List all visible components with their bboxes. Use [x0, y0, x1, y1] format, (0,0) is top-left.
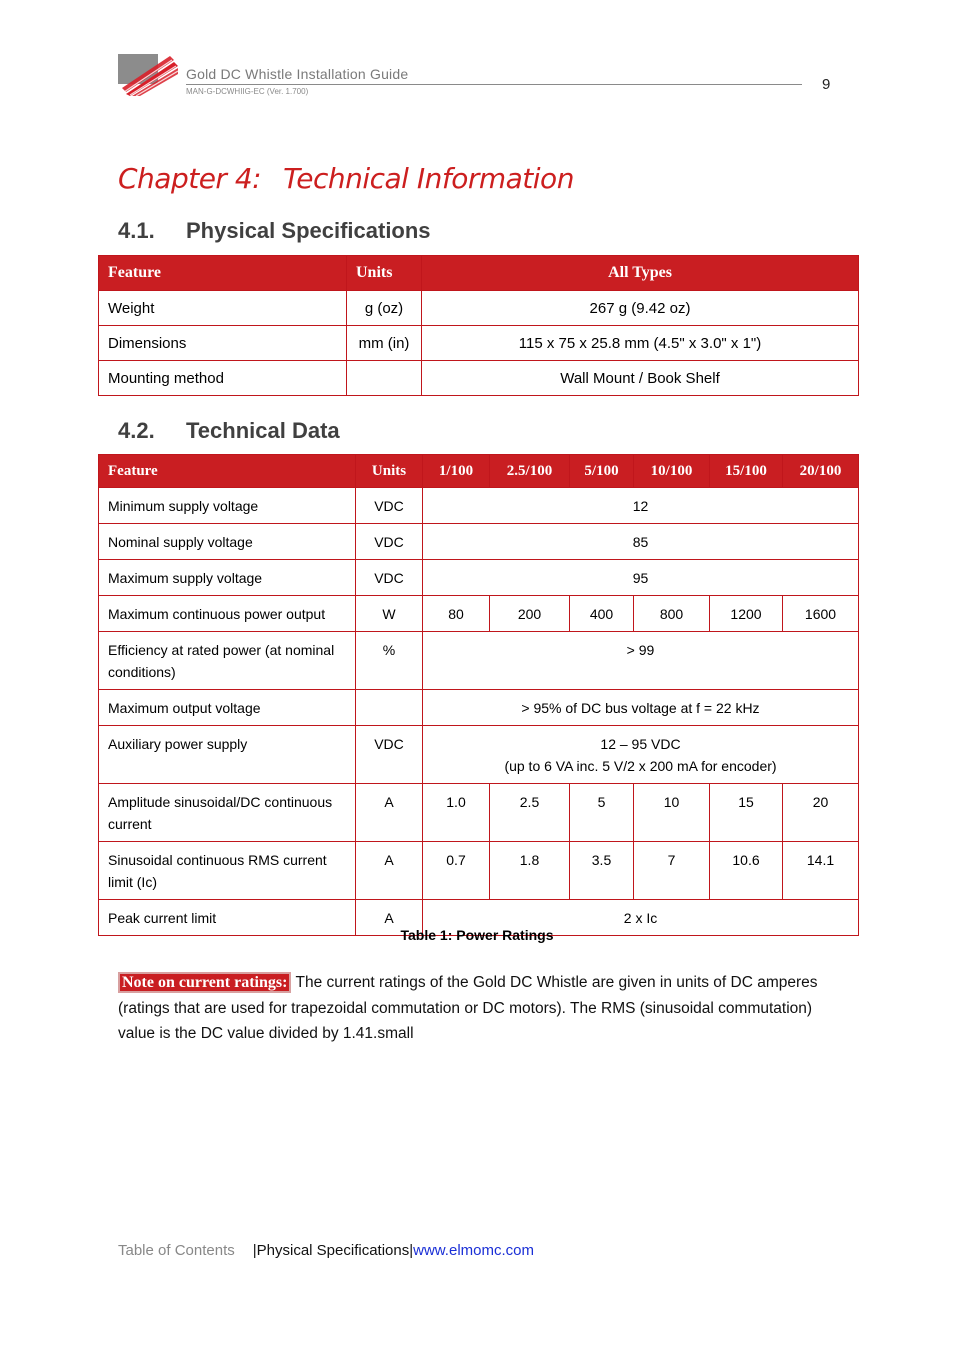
- feature-cell: Maximum supply voltage: [99, 560, 356, 596]
- table-row: [99, 784, 859, 842]
- units-cell: [347, 361, 422, 396]
- value-cell: 0.7: [423, 842, 490, 900]
- footer-separator: |: [409, 1242, 414, 1259]
- feature-cell: Sinusoidal continuous RMS current limit (Ic): [99, 842, 356, 900]
- units-cell: A: [356, 900, 423, 936]
- section-title: Technical Data: [186, 418, 340, 443]
- feature-cell: Mounting method: [99, 361, 347, 396]
- table-row: [99, 361, 859, 396]
- section-heading-physical: [118, 218, 431, 244]
- column-header: 10/100: [634, 455, 710, 488]
- chapter-title: Technical Information: [283, 162, 574, 195]
- value-cell: > 95% of DC bus voltage at f = 22 kHz: [423, 690, 859, 726]
- table-row: [99, 726, 859, 784]
- units-cell: VDC: [356, 560, 423, 596]
- units-cell: VDC: [356, 524, 423, 560]
- section-title: Physical Specifications: [186, 218, 431, 243]
- column-header: Units: [356, 455, 423, 488]
- value-cell: [423, 726, 859, 784]
- section-number: 4.2.: [118, 418, 155, 443]
- table-caption: Table 1: Power Ratings: [400, 927, 554, 943]
- note-paragraph: [118, 970, 818, 1047]
- column-header: 5/100: [570, 455, 634, 488]
- chapter-heading: [118, 162, 574, 195]
- units-cell: VDC: [356, 726, 423, 784]
- column-header: Units: [347, 256, 422, 291]
- units-cell: A: [356, 842, 423, 900]
- feature-cell: Nominal supply voltage: [99, 524, 356, 560]
- section-heading-technical: [118, 418, 340, 444]
- footer-separator: |: [252, 1242, 257, 1259]
- table-header-row: [99, 455, 859, 488]
- value-cell: 10.6: [710, 842, 783, 900]
- value-cell: 800: [634, 596, 710, 632]
- footer-website-link[interactable]: www.elmomc.com: [413, 1242, 534, 1259]
- value-cell: 3.5: [570, 842, 634, 900]
- feature-cell: Amplitude sinusoidal/DC continuous current: [99, 784, 356, 842]
- units-cell: A: [356, 784, 423, 842]
- page-number: 9: [822, 76, 831, 93]
- table-row: [99, 524, 859, 560]
- table-header-row: [99, 256, 859, 291]
- value-cell: 5: [570, 784, 634, 842]
- units-cell: VDC: [356, 488, 423, 524]
- value-cell: 400: [570, 596, 634, 632]
- document-title: Gold DC Whistle Installation Guide: [186, 66, 409, 82]
- units-cell: [356, 690, 423, 726]
- feature-cell: Efficiency at rated power (at nominal conditions): [99, 632, 356, 690]
- value-cell: 1.0: [423, 784, 490, 842]
- units-cell: %: [356, 632, 423, 690]
- feature-cell: Maximum continuous power output: [99, 596, 356, 632]
- table-row: [99, 842, 859, 900]
- table-row: [99, 596, 859, 632]
- value-cell: 10: [634, 784, 710, 842]
- feature-cell: Maximum output voltage: [99, 690, 356, 726]
- value-cell: 1200: [710, 596, 783, 632]
- value-cell: 2.5: [490, 784, 570, 842]
- column-header: Feature: [99, 455, 356, 488]
- note-text: The current ratings of the Gold DC Whistle are given in units of DC amperes (ratings that are used for trapezoidal commutation or DC motors). The RMS (sinusoidal commutation) value is the DC value divided by 1.41.small: [118, 974, 818, 1042]
- column-header: All Types: [422, 256, 859, 291]
- page-footer: [118, 1242, 534, 1259]
- value-cell: 7: [634, 842, 710, 900]
- units-cell: W: [356, 596, 423, 632]
- value-cell: Wall Mount / Book Shelf: [422, 361, 859, 396]
- value-cell: > 99: [423, 632, 859, 690]
- value-cell: 1.8: [490, 842, 570, 900]
- physical-specifications-table: [98, 255, 859, 396]
- note-label: Note on current ratings:: [118, 972, 291, 993]
- value-cell: 267 g (9.42 oz): [422, 291, 859, 326]
- feature-cell: Dimensions: [99, 326, 347, 361]
- value-cell: 115 x 75 x 25.8 mm (4.5" x 3.0" x 1"): [422, 326, 859, 361]
- value-cell: 15: [710, 784, 783, 842]
- value-line: 12 – 95 VDC: [600, 736, 681, 752]
- footer-current-section: Physical Specifications: [256, 1242, 410, 1259]
- column-header: 2.5/100: [490, 455, 570, 488]
- table-row: [99, 488, 859, 524]
- column-header: Feature: [99, 256, 347, 291]
- feature-cell: Minimum supply voltage: [99, 488, 356, 524]
- value-cell: 1600: [783, 596, 859, 632]
- value-cell: 14.1: [783, 842, 859, 900]
- value-cell: 85: [423, 524, 859, 560]
- value-cell: 200: [490, 596, 570, 632]
- value-cell: 95: [423, 560, 859, 596]
- chapter-number: Chapter 4:: [118, 162, 262, 195]
- value-cell: 80: [423, 596, 490, 632]
- table-row: [99, 632, 859, 690]
- column-header: 20/100: [783, 455, 859, 488]
- units-cell: mm (in): [347, 326, 422, 361]
- value-cell: 12: [423, 488, 859, 524]
- table-row: [99, 560, 859, 596]
- feature-cell: Peak current limit: [99, 900, 356, 936]
- table-row: [99, 690, 859, 726]
- table-row: [99, 326, 859, 361]
- feature-cell: Auxiliary power supply: [99, 726, 356, 784]
- section-number: 4.1.: [118, 218, 155, 243]
- units-cell: g (oz): [347, 291, 422, 326]
- technical-data-table: [98, 454, 859, 936]
- document-code: MAN-G-DCWHIIG-EC (Ver. 1.700): [186, 87, 309, 96]
- column-header: 15/100: [710, 455, 783, 488]
- value-cell: 2 x Ic: [423, 900, 859, 936]
- value-line: (up to 6 VA inc. 5 V/2 x 200 mA for encoder): [504, 758, 777, 774]
- elmo-logo: [118, 54, 178, 96]
- footer-toc-link[interactable]: Table of Contents: [118, 1242, 235, 1259]
- feature-cell: Weight: [99, 291, 347, 326]
- column-header: 1/100: [423, 455, 490, 488]
- value-cell: 20: [783, 784, 859, 842]
- header-divider: [186, 84, 802, 85]
- table-row: [99, 291, 859, 326]
